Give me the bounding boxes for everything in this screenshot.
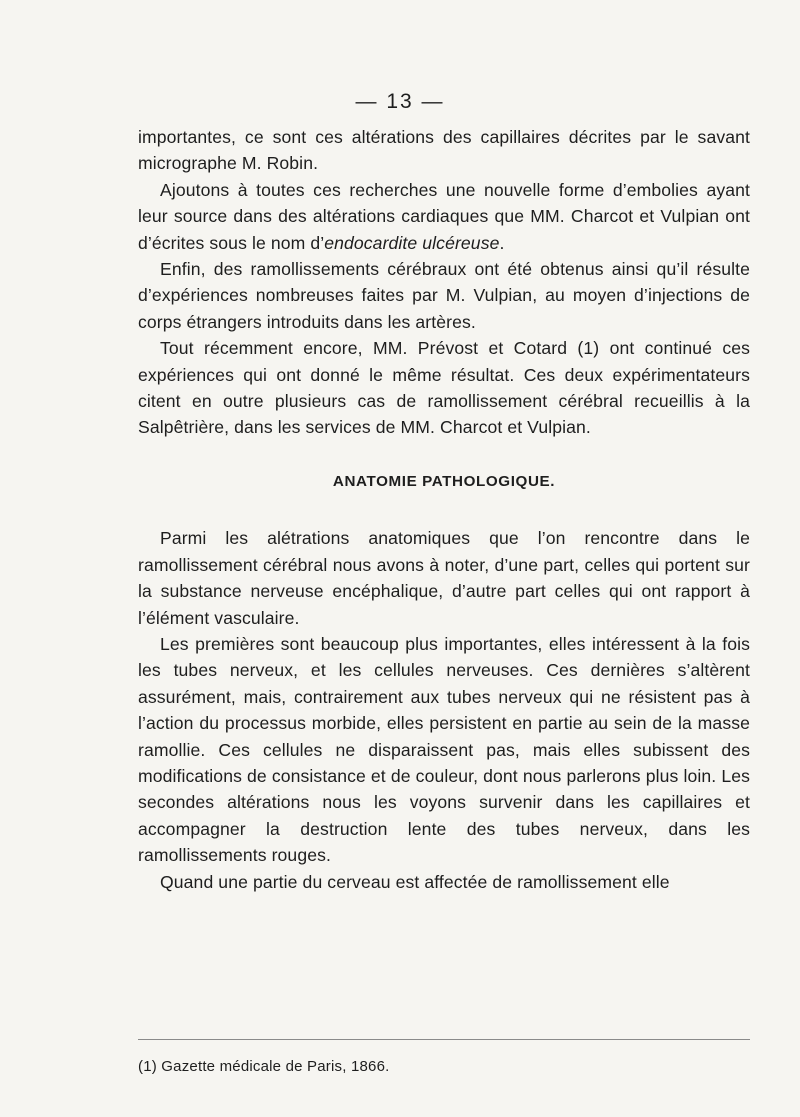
- paragraph-text: Ajoutons à toutes ces recherches une nouvelle forme d’embolies ayant leur source dans des altérations cardiaques que MM. Charcot et Vulpian ont d’écrites sous le nom d’: [138, 179, 750, 253]
- paragraph: importantes, ce sont ces altérations des capillaires décrites par le savant micrographe M. Robin.: [138, 127, 750, 174]
- paragraph: Quand une partie du cerveau est affectée de ramollissement elle: [160, 871, 670, 892]
- paragraph: Parmi les alétrations anatomiques que l’on rencontre dans le ramollissement cérébral nous avons à noter, d’une part, celles qui portent sur la substance nerveuse encéphalique, d’autre part celles qui ont rapport à l’élément vasculaire.: [138, 528, 750, 628]
- footnote-divider: [138, 1039, 750, 1040]
- footnote: (1) Gazette médicale de Paris, 1866.: [138, 1058, 390, 1075]
- page-number: — 13 —: [355, 90, 445, 113]
- section-heading: ANATOMIE PATHOLOGIQUE.: [332, 472, 556, 490]
- italic-term: endocardite ulcéreuse: [324, 232, 500, 253]
- body-text: [138, 124, 750, 895]
- paragraph-text-end: .: [499, 232, 505, 253]
- paragraph: Enfin, des ramollissements cérébraux ont été obtenus ainsi qu’il résulte d’expériences nombreuses faites par M. Vulpian, au moyen d’injections de corps étrangers introduits dans les artères.: [138, 259, 750, 332]
- paragraph: [138, 177, 750, 256]
- paragraph: Les premières sont beaucoup plus importantes, elles intéressent à la fois les tubes nerveux, et les cellules nerveuses. Ces dernières s’altèrent assurément, mais, contrairement aux tubes nerveux qui ne résistent pas à l’action du processus morbide, elles persistent en partie au sein de la masse ramollie. Ces cellules ne disparaissent pas, mais elles subissent des modifications de consistance et de couleur, dont nous parlerons plus loin. Les secondes altérations nous les voyons survenir dans les capillaires et accompagner la destruction lente des tubes nerveux, dans les ramollissements rouges.: [138, 633, 750, 866]
- paragraph: Tout récemment encore, MM. Prévost et Cotard (1) ont continué ces expériences qui ont donné le même résultat. Ces deux expérimentateurs citent en outre plusieurs cas de ramollissement cérébral recueillis à la Salpêtrière, dans les services de MM. Charcot et Vulpian.: [138, 338, 750, 438]
